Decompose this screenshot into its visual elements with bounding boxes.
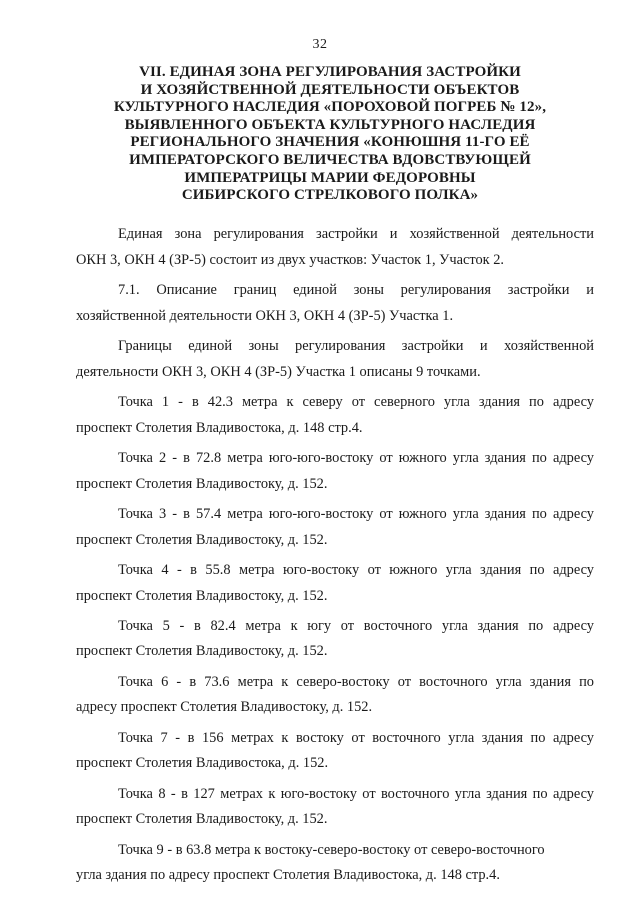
paragraph-line: Точка 2 - в 72.8 метра юго-юго-востоку от южного угла здания по адресу (118, 449, 594, 466)
paragraph-line: деятельности ОКН 3, ОКН 4 (ЗР-5) Участка 1 описаны 9 точками. (76, 363, 481, 380)
heading-line: И ХОЗЯЙСТВЕННОЙ ДЕЯТЕЛЬНОСТИ ОБЪЕКТОВ (140, 81, 520, 98)
paragraph-line: проспект Столетия Владивостоку, д. 152. (76, 811, 328, 828)
paragraph-line: проспект Столетия Владивостока, д. 148 стр.4. (76, 419, 363, 436)
paragraph-line: Точка 7 - в 156 метрах к востоку от восточного угла здания по адресу (118, 729, 594, 746)
paragraph-line: Точка 5 - в 82.4 метра к югу от восточного угла здания по адресу (118, 617, 594, 634)
intro-paragraph (76, 222, 594, 273)
point-1-paragraph (76, 390, 594, 441)
paragraph-line: проспект Столетия Владивостоку, д. 152. (76, 531, 328, 548)
page-number: 32 (312, 37, 328, 52)
section-heading (80, 64, 580, 205)
heading-line: РЕГИОНАЛЬНОГО ЗНАЧЕНИЯ «КОНЮШНЯ 11-ГО ЕЁ (130, 134, 530, 151)
paragraph-line: 7.1. Описание границ единой зоны регулирования застройки и (118, 281, 594, 298)
paragraph-line: Точка 8 - в 127 метрах к юго-востоку от восточного угла здания по адресу (118, 785, 594, 802)
paragraph-line: проспект Столетия Владивостоку, д. 152. (76, 475, 328, 492)
heading-line: КУЛЬТУРНОГО НАСЛЕДИЯ «ПОРОХОВОЙ ПОГРЕБ № 12», (113, 99, 547, 116)
paragraph-line: адресу проспект Столетия Владивостоку, д. 152. (76, 699, 373, 716)
paragraph-line: Границы единой зоны регулирования застройки и хозяйственной (118, 337, 594, 354)
point-6-paragraph (76, 670, 594, 721)
paragraph-line: угла здания по адресу проспект Столетия Владивостока, д. 148 стр.4. (76, 867, 500, 884)
paragraph-line: Единая зона регулирования застройки и хозяйственной деятельности (118, 226, 594, 242)
point-4-paragraph (76, 558, 594, 609)
paragraph-line: Точка 3 - в 57.4 метра юго-юго-востоку от южного угла здания по адресу (118, 505, 594, 522)
paragraph-line: проспект Столетия Владивостока, д. 152. (76, 755, 329, 772)
paragraph-line: Точка 6 - в 73.6 метра к северо-востоку от восточного угла здания по (118, 673, 594, 690)
paragraph-line: проспект Столетия Владивостоку, д. 152. (76, 587, 328, 604)
point-2-paragraph (76, 446, 594, 497)
point-7-paragraph (76, 726, 594, 777)
heading-line: VII. ЕДИНАЯ ЗОНА РЕГУЛИРОВАНИЯ ЗАСТРОЙКИ (139, 64, 521, 80)
heading-line: ИМПЕРАТРИЦЫ МАРИИ ФЕДОРОВНЫ (184, 169, 476, 186)
point-5-paragraph (76, 614, 594, 665)
heading-line: СИБИРСКОГО СТРЕЛКОВОГО ПОЛКА» (181, 187, 479, 204)
point-9-paragraph (76, 838, 594, 889)
section-7-1-paragraph (76, 278, 594, 329)
paragraph-line: хозяйственной деятельности ОКН 3, ОКН 4 (ЗР-5) Участка 1. (76, 307, 454, 324)
point-3-paragraph (76, 502, 594, 553)
heading-line: ВЫЯВЛЕННОГО ОБЪЕКТА КУЛЬТУРНОГО НАСЛЕДИЯ (124, 116, 536, 133)
document-body (76, 222, 594, 894)
paragraph-line: ОКН 3, ОКН 4 (ЗР-5) состоит из двух участков: Участок 1, Участок 2. (76, 251, 505, 268)
point-8-paragraph (76, 782, 594, 833)
paragraph-line: Точка 9 - в 63.8 метра к востоку-северо-востоку от северо-восточного (118, 841, 545, 858)
paragraph-line: Точка 1 - в 42.3 метра к северу от северного угла здания по адресу (118, 393, 594, 410)
paragraph-line: Точка 4 - в 55.8 метра юго-востоку от южного угла здания по адресу (118, 561, 594, 578)
boundary-description-paragraph (76, 334, 594, 385)
heading-line: ИМПЕРАТОРСКОГО ВЕЛИЧЕСТВА ВДОВСТВУЮЩЕЙ (129, 151, 531, 168)
paragraph-line: проспект Столетия Владивостоку, д. 152. (76, 643, 328, 660)
